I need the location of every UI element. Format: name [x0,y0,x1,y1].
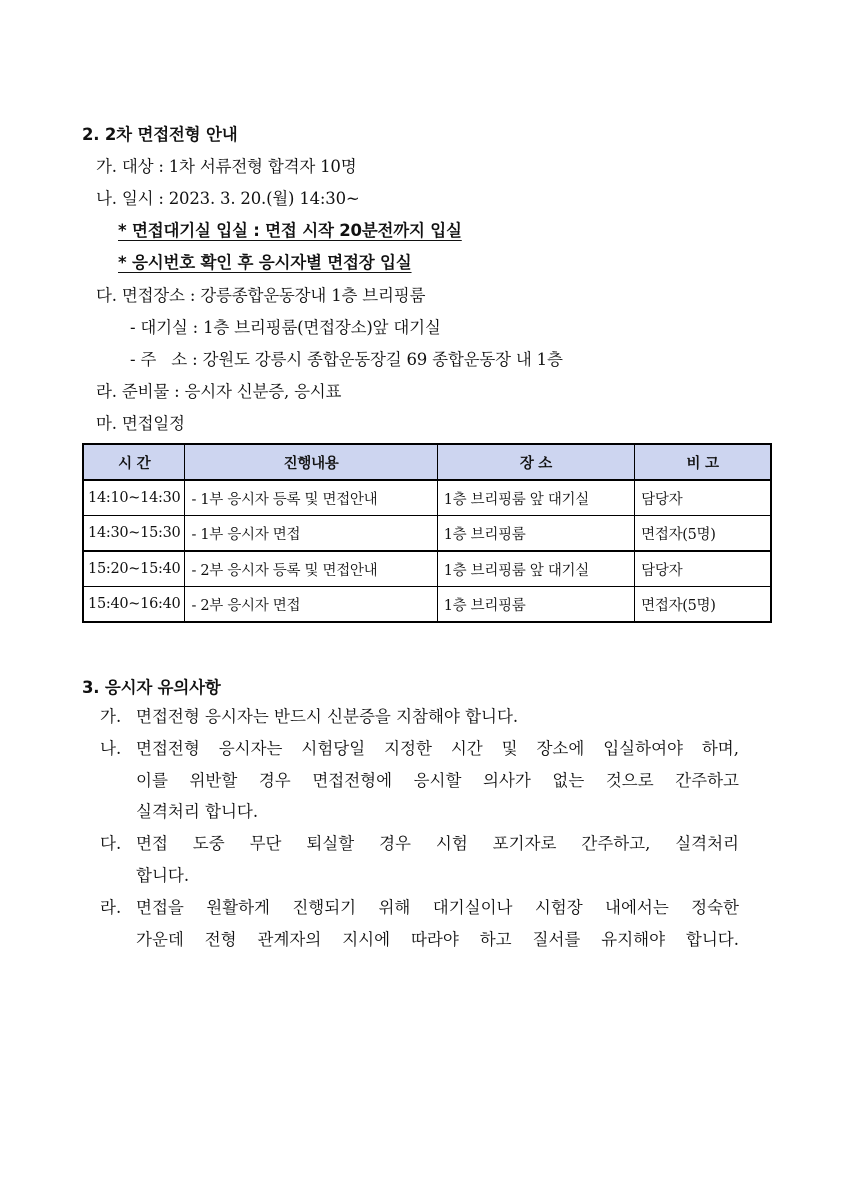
cell-time: 14:30~15:30 [83,516,185,552]
table-row [83,480,771,516]
notice-label: 라. [100,898,122,917]
notice-item-a [100,701,740,733]
notice-line: 면접전형 응시자는 반드시 신분증을 지참해야 합니다. [136,707,519,726]
cell-note: 면접자(5명) [635,587,771,623]
cell-place: 1층 브리핑룸 [437,516,634,552]
table-row [83,551,771,587]
cell-content: - 1부 응시자 면접 [185,516,437,552]
date-line: 나. 일시 : 2023. 3. 20.(월) 14:30~ [96,189,360,208]
cell-place: 1층 브리핑룸 앞 대기실 [437,480,634,516]
notice-item-b [100,733,740,828]
cell-content: - 2부 응시자 등록 및 면접안내 [185,551,437,587]
table-row [83,516,771,552]
cell-note: 담당자 [635,480,771,516]
notice-label: 가. [100,707,122,726]
cell-content: - 2부 응시자 면접 [185,587,437,623]
cell-content: - 1부 응시자 등록 및 면접안내 [185,480,437,516]
schedule-title: 마. 면접일정 [96,414,185,433]
notice-item-c [100,828,740,892]
notice-label: 다. [100,834,122,853]
header-note: 비 고 [635,444,771,480]
table-row [83,587,771,623]
section2-title: 2. 2차 면접전형 안내 [82,125,238,144]
address-line: - 주 소 : 강원도 강릉시 종합운동장길 69 종합운동장 내 1층 [130,350,563,369]
cell-time: 15:20~15:40 [83,551,185,587]
target-line: 가. 대상 : 1차 서류전형 합격자 10명 [96,157,357,176]
items-line: 라. 준비물 : 응시자 신분증, 응시표 [96,382,342,401]
header-place: 장 소 [437,444,634,480]
notice-line: 면접 도중 무단 퇴실할 경우 시험 포기자로 간주하고, 실격처리 [136,834,739,853]
cell-note: 담당자 [635,551,771,587]
notice-label: 나. [100,739,122,758]
waiting-room-line: - 대기실 : 1층 브리핑룸(면접장소)앞 대기실 [130,318,441,337]
notice-line: 합니다. [136,865,190,885]
exam-number-note: * 응시번호 확인 후 응시자별 면접장 입실 [118,253,412,272]
notice-line: 실격처리 합니다. [136,802,259,821]
notice-item-d [100,892,740,956]
notice-line: 이를 위반할 경우 면접전형에 응시할 의사가 없는 것으로 간주하고 [136,770,739,790]
table-header-row [83,444,771,480]
notice-line: 가운데 전형 관계자의 지시에 따라야 하고 질서를 유지해야 합니다. [136,929,739,949]
notice-line: 면접을 원활하게 진행되기 위해 대기실이나 시험장 내에서는 정숙한 [136,898,739,917]
header-time: 시 간 [83,444,185,480]
cell-place: 1층 브리핑룸 앞 대기실 [437,551,634,587]
cell-time: 15:40~16:40 [83,587,185,623]
waiting-room-note: * 면접대기실 입실 : 면접 시작 20분전까지 입실 [118,221,462,240]
cell-time: 14:10~14:30 [83,480,185,516]
section3-title: 3. 응시자 유의사항 [82,678,221,697]
header-content: 진행내용 [185,444,437,480]
cell-place: 1층 브리핑룸 [437,587,634,623]
cell-note: 면접자(5명) [635,516,771,552]
interview-schedule-table [82,443,772,623]
notice-line: 면접전형 응시자는 시험당일 지정한 시간 및 장소에 입실하여야 하며, [136,739,739,758]
venue-line: 다. 면접장소 : 강릉종합운동장내 1층 브리핑룸 [96,286,426,305]
